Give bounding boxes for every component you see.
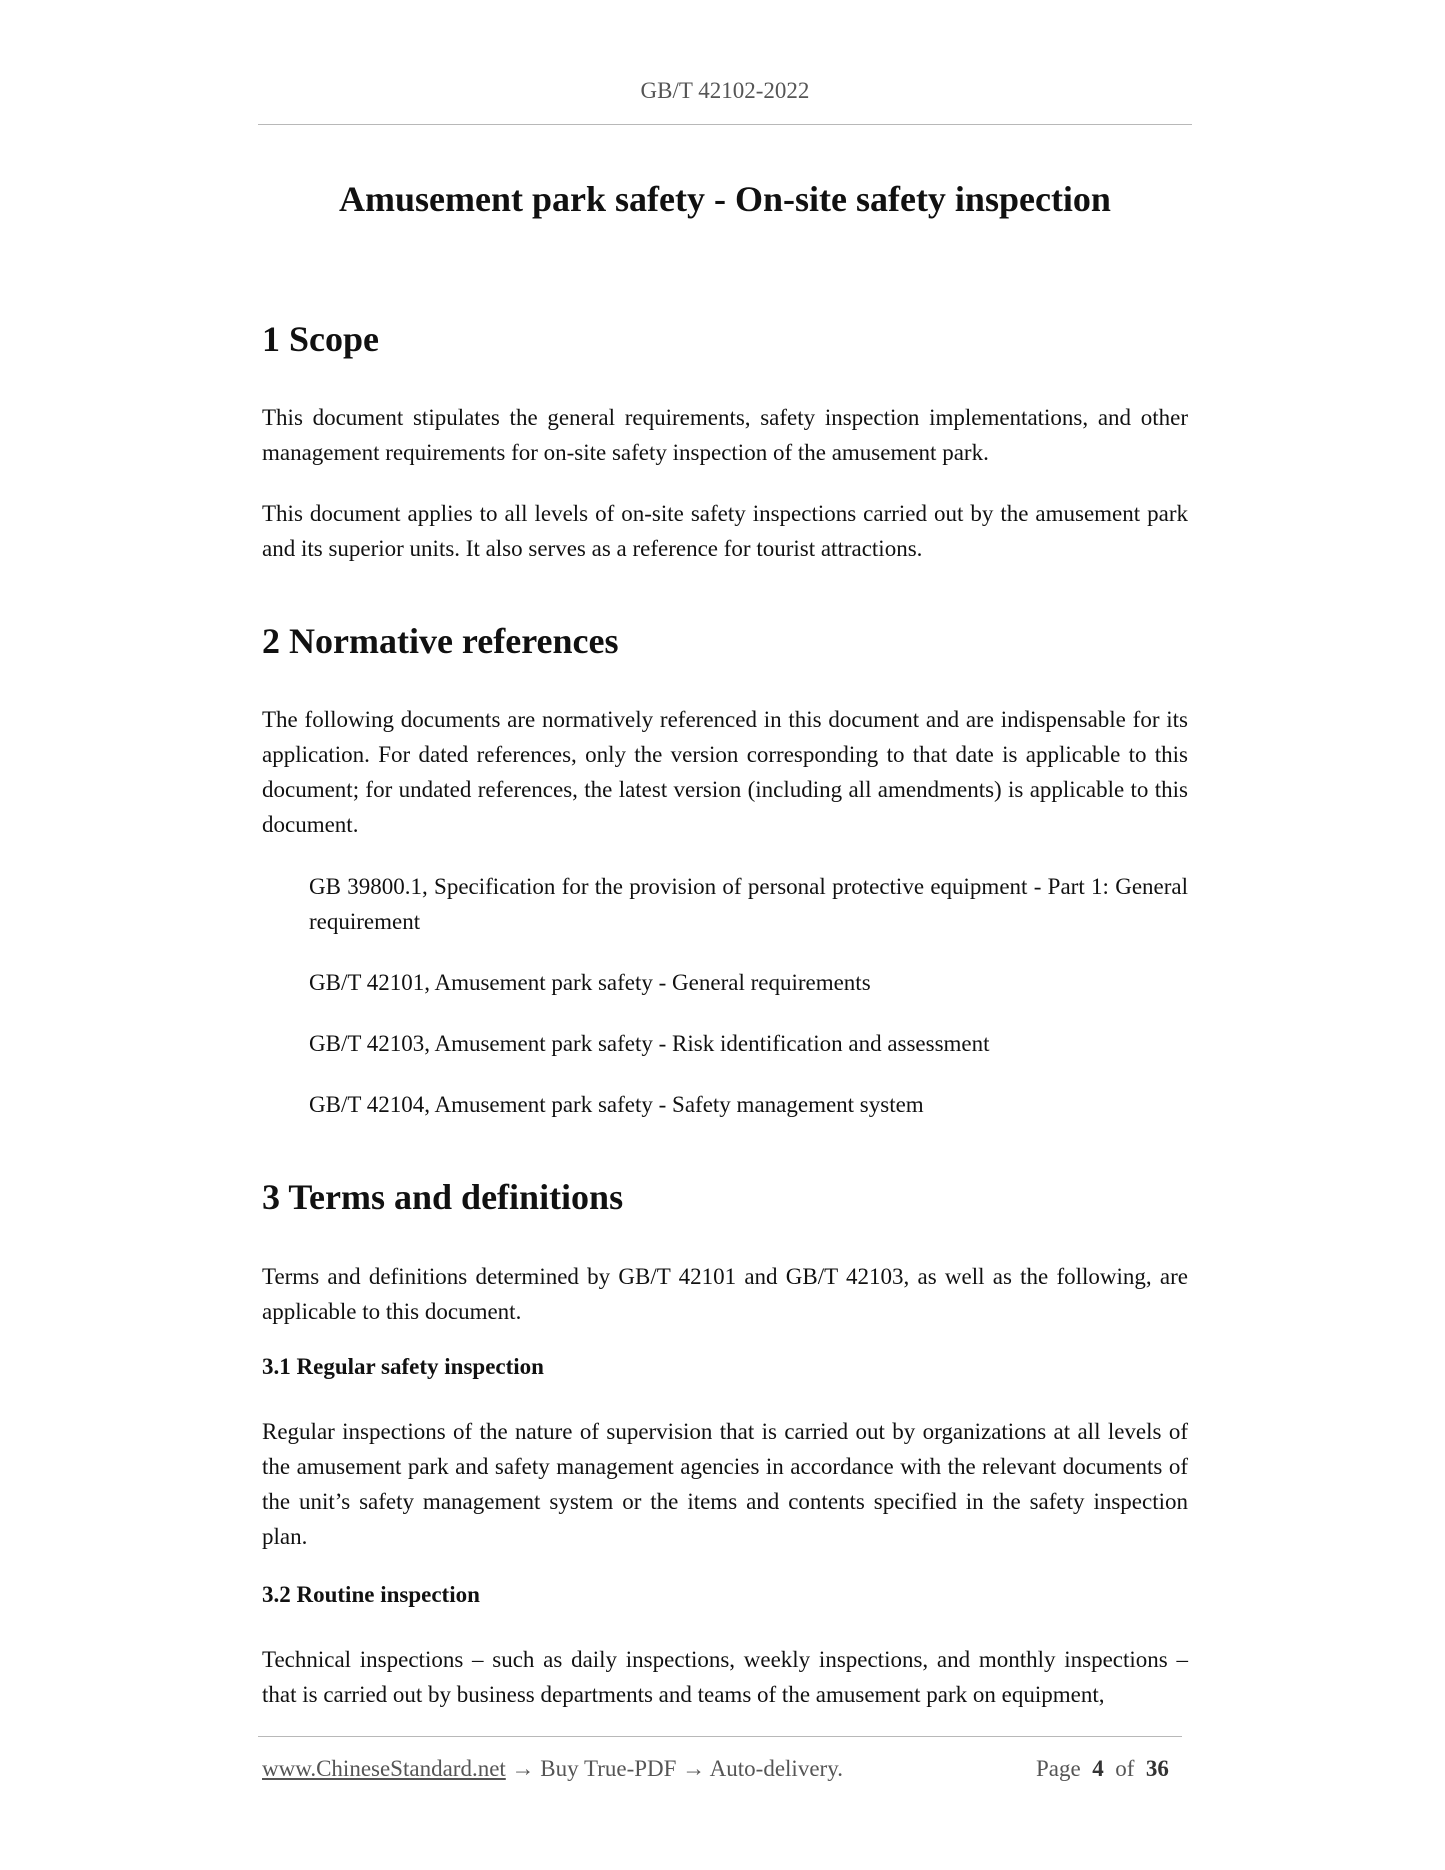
- buy-pdf-text: Buy True-PDF: [540, 1756, 677, 1781]
- term-heading-3-2: 3.2 Routine inspection: [262, 1582, 480, 1607]
- page-indicator: [1036, 1756, 1169, 1782]
- scope-paragraph-1: This document stipulates the general requirements, safety inspection implementations, and other management requirements for on-site safety inspection of the amusement park.: [262, 405, 1188, 465]
- reference-item: GB/T 42103, Amusement park safety - Risk identification and assessment: [309, 1031, 990, 1056]
- section-heading-scope: 1 Scope: [262, 319, 379, 359]
- page-label: Page: [1036, 1756, 1081, 1781]
- footer-promo: [262, 1756, 843, 1782]
- reference-item: GB/T 42104, Amusement park safety - Safety management system: [309, 1092, 924, 1117]
- page-current: 4: [1092, 1756, 1104, 1781]
- of-label: of: [1115, 1756, 1135, 1781]
- header-divider: [258, 124, 1192, 125]
- arrow-right-icon: →: [505, 1756, 541, 1781]
- scope-paragraph-2: This document applies to all levels of on-site safety inspections carried out by the amusement park and its superior units. It also serves as a reference for tourist attractions.: [262, 501, 1188, 561]
- website-link[interactable]: www.ChineseStandard.net: [262, 1756, 506, 1781]
- section-heading-normative-references: 2 Normative references: [262, 621, 619, 661]
- footer-divider: [258, 1736, 1182, 1737]
- page-total: 36: [1145, 1756, 1169, 1781]
- term-heading-3-1: 3.1 Regular safety inspection: [262, 1354, 544, 1379]
- normative-paragraph: The following documents are normatively referenced in this document and are indispensable for its application. For dated references, only the version corresponding to that date is applicable to this document; for undated references, the latest version (including all amendments) is applicable to this document.: [262, 707, 1188, 837]
- section-heading-terms-definitions: 3 Terms and definitions: [262, 1177, 624, 1217]
- terms-paragraph: Terms and definitions determined by GB/T 42101 and GB/T 42103, as well as the following, are applicable to this document.: [262, 1264, 1188, 1324]
- auto-delivery-text: Auto-delivery.: [709, 1756, 843, 1781]
- document-code-header: GB/T 42102-2022: [640, 78, 810, 103]
- arrow-right-icon: →: [676, 1756, 710, 1781]
- reference-item: GB 39800.1, Specification for the provision of personal protective equipment - Part 1: General requirement: [309, 874, 1188, 934]
- document-title: Amusement park safety - On-site safety inspection: [339, 179, 1111, 219]
- term-text-3-2: Technical inspections – such as daily inspections, weekly inspections, and monthly inspections – that is carried out by business departments and teams of the amusement park on equipment,: [262, 1647, 1188, 1707]
- term-text-3-1: Regular inspections of the nature of supervision that is carried out by organizations at all levels of the amusement park and safety management agencies in accordance with the relevant documents of the unit’s safety management system or the items and contents specified in the safety inspection plan.: [262, 1419, 1188, 1549]
- reference-item: GB/T 42101, Amusement park safety - General requirements: [309, 970, 871, 995]
